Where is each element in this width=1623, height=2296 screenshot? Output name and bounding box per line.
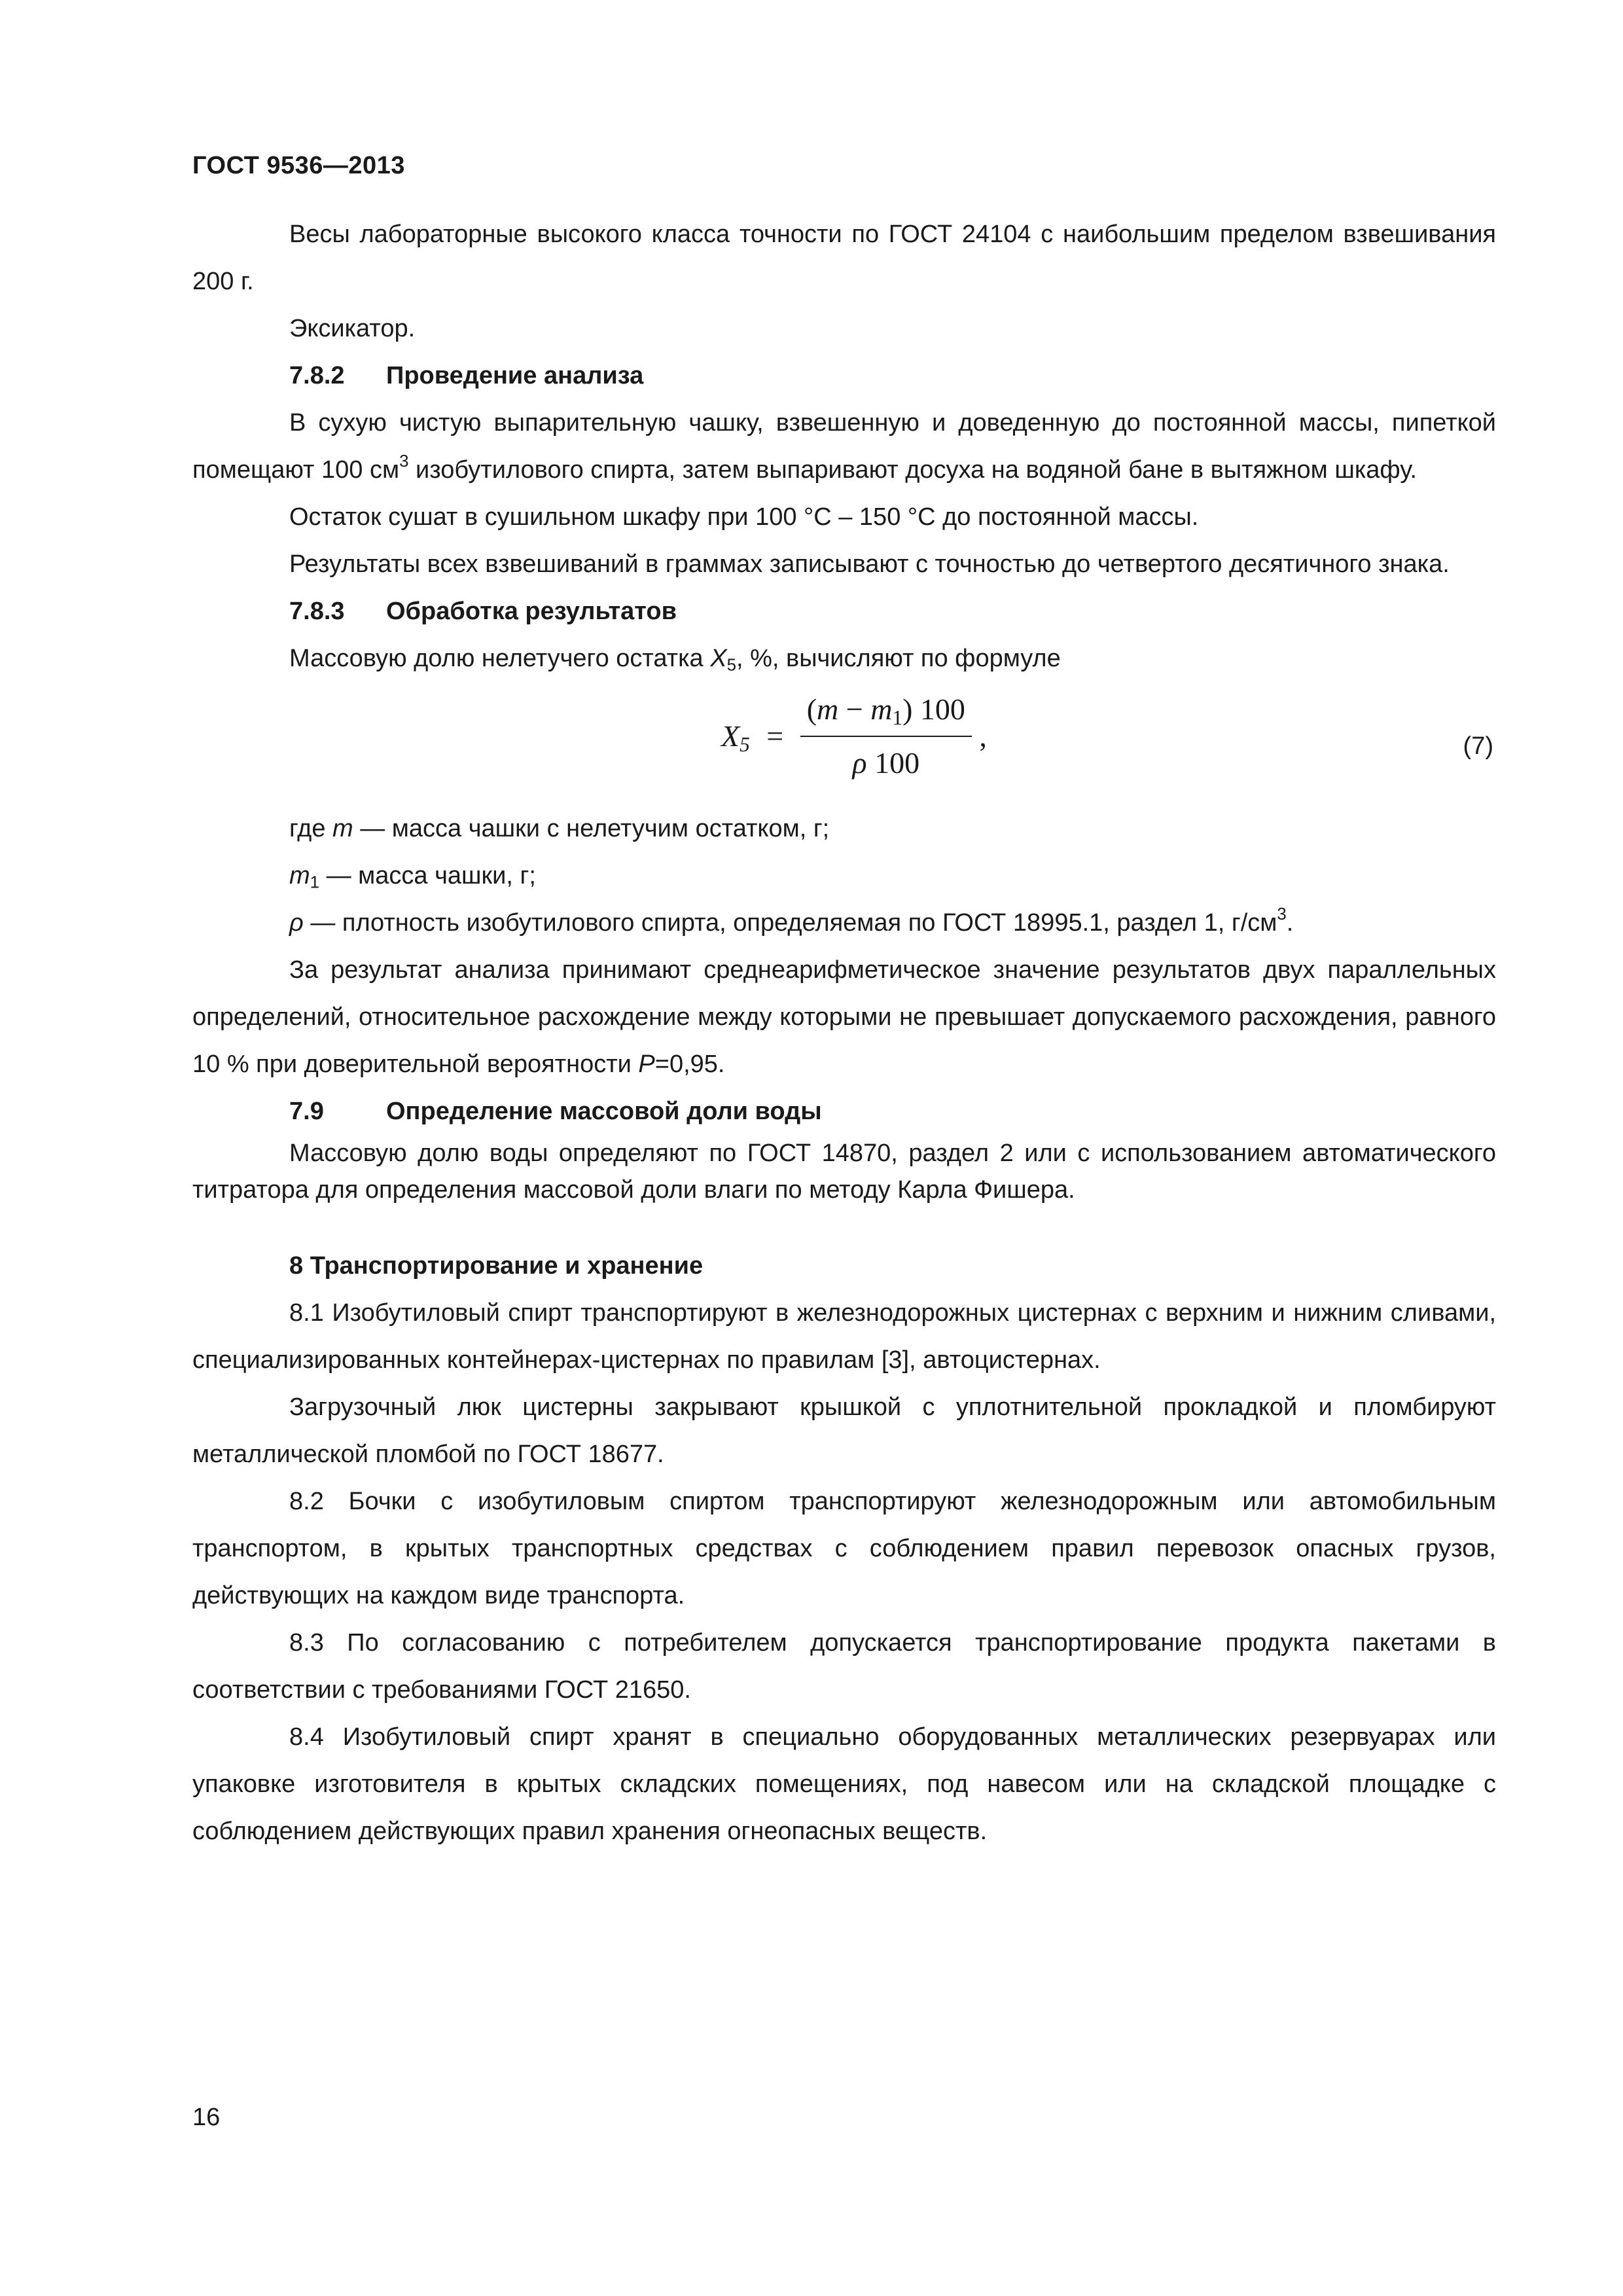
text-run: — масса чашки, г; bbox=[319, 862, 536, 889]
variable: Р bbox=[638, 1050, 655, 1078]
paragraph-desiccator: Эксикатор. bbox=[289, 315, 416, 342]
variable: X bbox=[721, 719, 740, 753]
paragraph-drying: Остаток сушат в сушильном шкафу при 100 °С – 150 °С до постоянной массы. bbox=[289, 503, 1199, 531]
equation-number: (7) bbox=[1463, 732, 1493, 760]
text-run: =0,95. bbox=[654, 1050, 725, 1078]
text-run: , %, вычисляют по формуле bbox=[736, 645, 1061, 672]
heading-title: Проведение анализа bbox=[386, 362, 644, 389]
paragraph-8-2: 8.2 Бочки с изобутиловым спиртом транспортируют железнодорожным или автомобильным транспортом, в крытых транспортных средствах с соблюдением правил перевозок опасных грузов, действующих на каждом виде транспорта. bbox=[192, 1488, 1496, 1609]
subscript: 5 bbox=[740, 732, 750, 756]
variable: ρ bbox=[289, 909, 304, 937]
subscript: 1 bbox=[892, 706, 903, 729]
text-run: За результат анализа принимают среднеарифметическое значение результатов двух параллельных определений, относительное расхождение между которыми не превышает допускаемого расхождения, равного 10 % при доверительной вероятности bbox=[192, 956, 1496, 1078]
text-run: − bbox=[838, 692, 871, 726]
text-run: где bbox=[289, 815, 333, 842]
variable: m bbox=[332, 815, 353, 842]
legend-m bbox=[192, 805, 1496, 852]
heading-7-9 bbox=[192, 1088, 1496, 1135]
formula-fraction bbox=[800, 686, 972, 787]
heading-title: Обработка результатов bbox=[386, 598, 677, 625]
variable: m bbox=[870, 692, 893, 726]
paragraph-8-4: 8.4 Изобутиловый спирт хранят в специально оборудованных металлических резервуарах или упаковке изготовителя в крытых складских помещениях, под навесом или на складской площадке с соблюдением действующих правил хранения огнеопасных веществ. bbox=[192, 1723, 1496, 1845]
formula-lhs bbox=[721, 713, 750, 760]
paragraph-8-1-hatch: Загрузочный люк цистерны закрывают крышкой с уплотнительной прокладкой и пломбируют металлической пломбой по ГОСТ 18677. bbox=[192, 1393, 1496, 1468]
page-number: 16 bbox=[192, 2104, 221, 2131]
heading-number: 7.8.3 bbox=[289, 598, 345, 625]
heading-number: 7.9 bbox=[289, 1098, 324, 1125]
paragraph-analysis-procedure bbox=[192, 399, 1496, 493]
paragraph-scales: Весы лабораторные высокого класса точности по ГОСТ 24104 с наибольшим пределом взвешивания 200 г. bbox=[192, 221, 1496, 295]
fraction-numerator bbox=[800, 686, 972, 737]
text-run: ) 100 bbox=[902, 692, 965, 726]
document-header: ГОСТ 9536—2013 bbox=[192, 152, 405, 179]
formula-equals: = bbox=[766, 719, 784, 753]
text-run: 100 bbox=[866, 746, 920, 780]
paragraph-formula-intro bbox=[192, 635, 1496, 682]
paragraph-water-content: Массовую долю воды определяют по ГОСТ 14870, раздел 2 или с использованием автоматического титратора для определения массовой доли влаги по методу Карла Фишера. bbox=[192, 1139, 1496, 1204]
formula-7 bbox=[721, 686, 987, 787]
formula-block bbox=[192, 682, 1496, 805]
superscript: 3 bbox=[399, 452, 409, 471]
heading-section-8 bbox=[192, 1242, 1496, 1289]
text-run: Массовую долю нелетучего остатка bbox=[289, 645, 711, 672]
heading-title: 8 Транспортирование и хранение bbox=[289, 1252, 704, 1280]
variable: X bbox=[710, 645, 727, 672]
text-run: — плотность изобутилового спирта, определяемая по ГОСТ 18995.1, раздел 1, г/см bbox=[303, 909, 1277, 937]
variable: m bbox=[289, 862, 310, 889]
paragraph-result-definition bbox=[192, 946, 1496, 1088]
legend-rho bbox=[192, 899, 1496, 946]
text-run: В сухую чистую выпарительную чашку, взвешенную и доведенную до постоянной массы, пипеткой помещают 100 см bbox=[192, 409, 1496, 484]
heading-7-8-2 bbox=[192, 352, 1496, 399]
subscript: 5 bbox=[726, 656, 736, 675]
text-run: . bbox=[1286, 909, 1294, 937]
text-run: — масса чашки с нелетучим остатком, г; bbox=[353, 815, 830, 842]
paragraph-8-1: 8.1 Изобутиловый спирт транспортируют в железнодорожных цистернах с верхним и нижним сливами, специализированных контейнерах-цистернах по правилам [3], автоцистернах. bbox=[192, 1299, 1496, 1374]
paragraph-8-3: 8.3 По согласованию с потребителем допускается транспортирование продукта пакетами в соответствии с требованиями ГОСТ 21650. bbox=[192, 1629, 1496, 1704]
text-run: ( bbox=[806, 692, 817, 726]
subscript: 1 bbox=[310, 873, 320, 892]
variable: ρ bbox=[852, 746, 867, 780]
heading-7-8-3 bbox=[192, 588, 1496, 635]
document-body bbox=[192, 211, 1496, 1855]
text-run: изобутилового спирта, затем выпаривают досуха на водяной бане в вытяжном шкафу. bbox=[408, 456, 1418, 484]
variable: m bbox=[817, 692, 839, 726]
legend-m1 bbox=[192, 852, 1496, 899]
heading-title: Определение массовой доли воды bbox=[386, 1098, 822, 1125]
formula-comma: , bbox=[979, 719, 987, 753]
superscript: 3 bbox=[1277, 905, 1287, 924]
fraction-denominator bbox=[800, 737, 972, 787]
paragraph-weighing: Результаты всех взвешиваний в граммах записывают с точностью до четвертого десятичного знака. bbox=[289, 550, 1450, 578]
heading-number: 7.8.2 bbox=[289, 362, 345, 389]
